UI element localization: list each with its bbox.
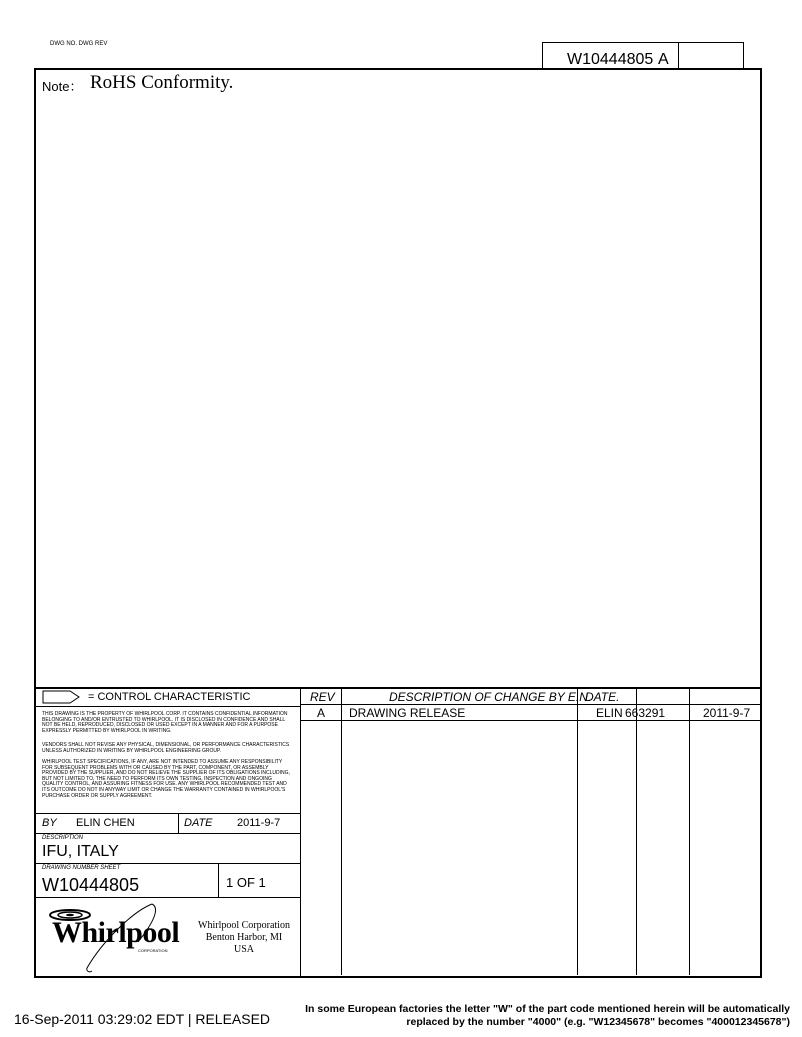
legal-paragraph-2: VENDORS SHALL NOT REVISE ANY PHYSICAL, DIMENSIONAL, OR PERFORMANCE CHARACTERISTICS UNLESS AUTHORIZED IN WRITING BY WHIRLPOOL ENGINEERING GROUP.: [42, 742, 290, 754]
note-label: Note：: [42, 79, 83, 94]
legal-paragraph-1: THIS DRAWING IS THE PROPERTY OF WHIRLPOOL CORP. IT CONTAINS CONFIDENTIAL INFORMATION BELONGING TO AND/OR ENTRUSTED TO WHIRLPOOL. IT IS DISCLOSED IN CONFIDENCE AND SHALL NOT BE HELD, REPRODUCED, DISCLOSED OR USED EXCEPT IN A MANNER AND FOR A PURPOSE EXPRESSLY PERMITTED BY WHIRLPOOL IN WRITING.: [42, 711, 288, 734]
row-description: DRAWING RELEASE: [349, 706, 466, 720]
header-revision: A: [658, 51, 669, 68]
control-characteristic-symbol: [42, 690, 80, 704]
drawing-number-header: [542, 42, 744, 70]
description-header: DESCRIPTION OF CHANGE BY E.N.: [389, 690, 592, 704]
control-characteristic-legend: = CONTROL CHARACTERISTIC: [88, 691, 251, 703]
date-header: DATE.: [585, 690, 620, 704]
description-label: DESCRIPTION: [42, 835, 84, 841]
legal-paragraph-3: WHIRLPOOL TEST SPECIFICATIONS, IF ANY, ARE NOT INTENDED TO ASSUME ANY RESPONSIBILITY FOR SUBSEQUENT PROBLEMS WITH OR CAUSED BY THE PART, COMPONENT, OR ASSEMBLY PROVIDED BY THE SUPPLIER, AND DO NOT RELIEVE THE SUPPLIER OF ITS OBLIGATIONS INCLUDING, BUT NOT LIMITED TO, THE NEED TO PERFORM ITS OWN TESTING, INSPECTION AND ONGOING QUALITY CONTROL, AND ASSURING FITNESS FOR USE. ANY WHIRLPOOL RECOMMENDED TEST AND ITS OUTCOME DO NOT IN ANYWAY LIMIT OR CHANGE THE WARRANTY CONTAINED IN WHIRLPOOL'S PURCHASE ORDER OR SUPPLY AGREEMENT.: [42, 759, 290, 799]
drawing-number-value: W10444805: [42, 875, 140, 895]
whirlpool-logo: [42, 902, 192, 974]
dwg-label: DWG NO. DWG REV: [50, 41, 108, 47]
row-by: ELIN: [596, 706, 623, 720]
european-factories-notice: [280, 1003, 790, 1029]
date-label: DATE: [184, 817, 213, 829]
by-value: ELIN CHEN: [76, 817, 135, 829]
rev-header: REV: [310, 690, 335, 704]
notice-line-1: In some European factories the letter "W" of the part code mentioned herein will be automatically: [305, 1003, 790, 1015]
drawing-frame: [34, 68, 762, 978]
notice-line-2: replaced by the number "4000" (e.g. "W12345678" becomes "400012345678"): [406, 1016, 790, 1028]
logo-subtext: CORPORATION: [138, 948, 168, 953]
company-country: USA: [233, 944, 254, 955]
sheet-value: 1 OF 1: [226, 875, 266, 890]
company-city: Benton Harbor, MI: [205, 932, 283, 943]
row-en: 663291: [625, 706, 666, 720]
note-text: RoHS Conformity.: [90, 72, 234, 93]
row-rev: A: [317, 706, 326, 720]
by-label: BY: [42, 817, 57, 829]
drawing-number-label: DRAWING NUMBER SHEET: [42, 865, 121, 871]
logo-wordmark: Whirlpool: [52, 916, 180, 949]
company-address: [192, 920, 296, 956]
description-value: IFU, ITALY: [42, 843, 119, 860]
date-value: 2011-9-7: [237, 817, 281, 829]
header-drawing-number: W10444805: [567, 51, 654, 68]
release-timestamp: 16-Sep-2011 03:29:02 EDT | RELEASED: [14, 1011, 271, 1027]
company-name: Whirlpool Corporation: [198, 920, 290, 931]
row-date: 2011-9-7: [703, 706, 751, 720]
